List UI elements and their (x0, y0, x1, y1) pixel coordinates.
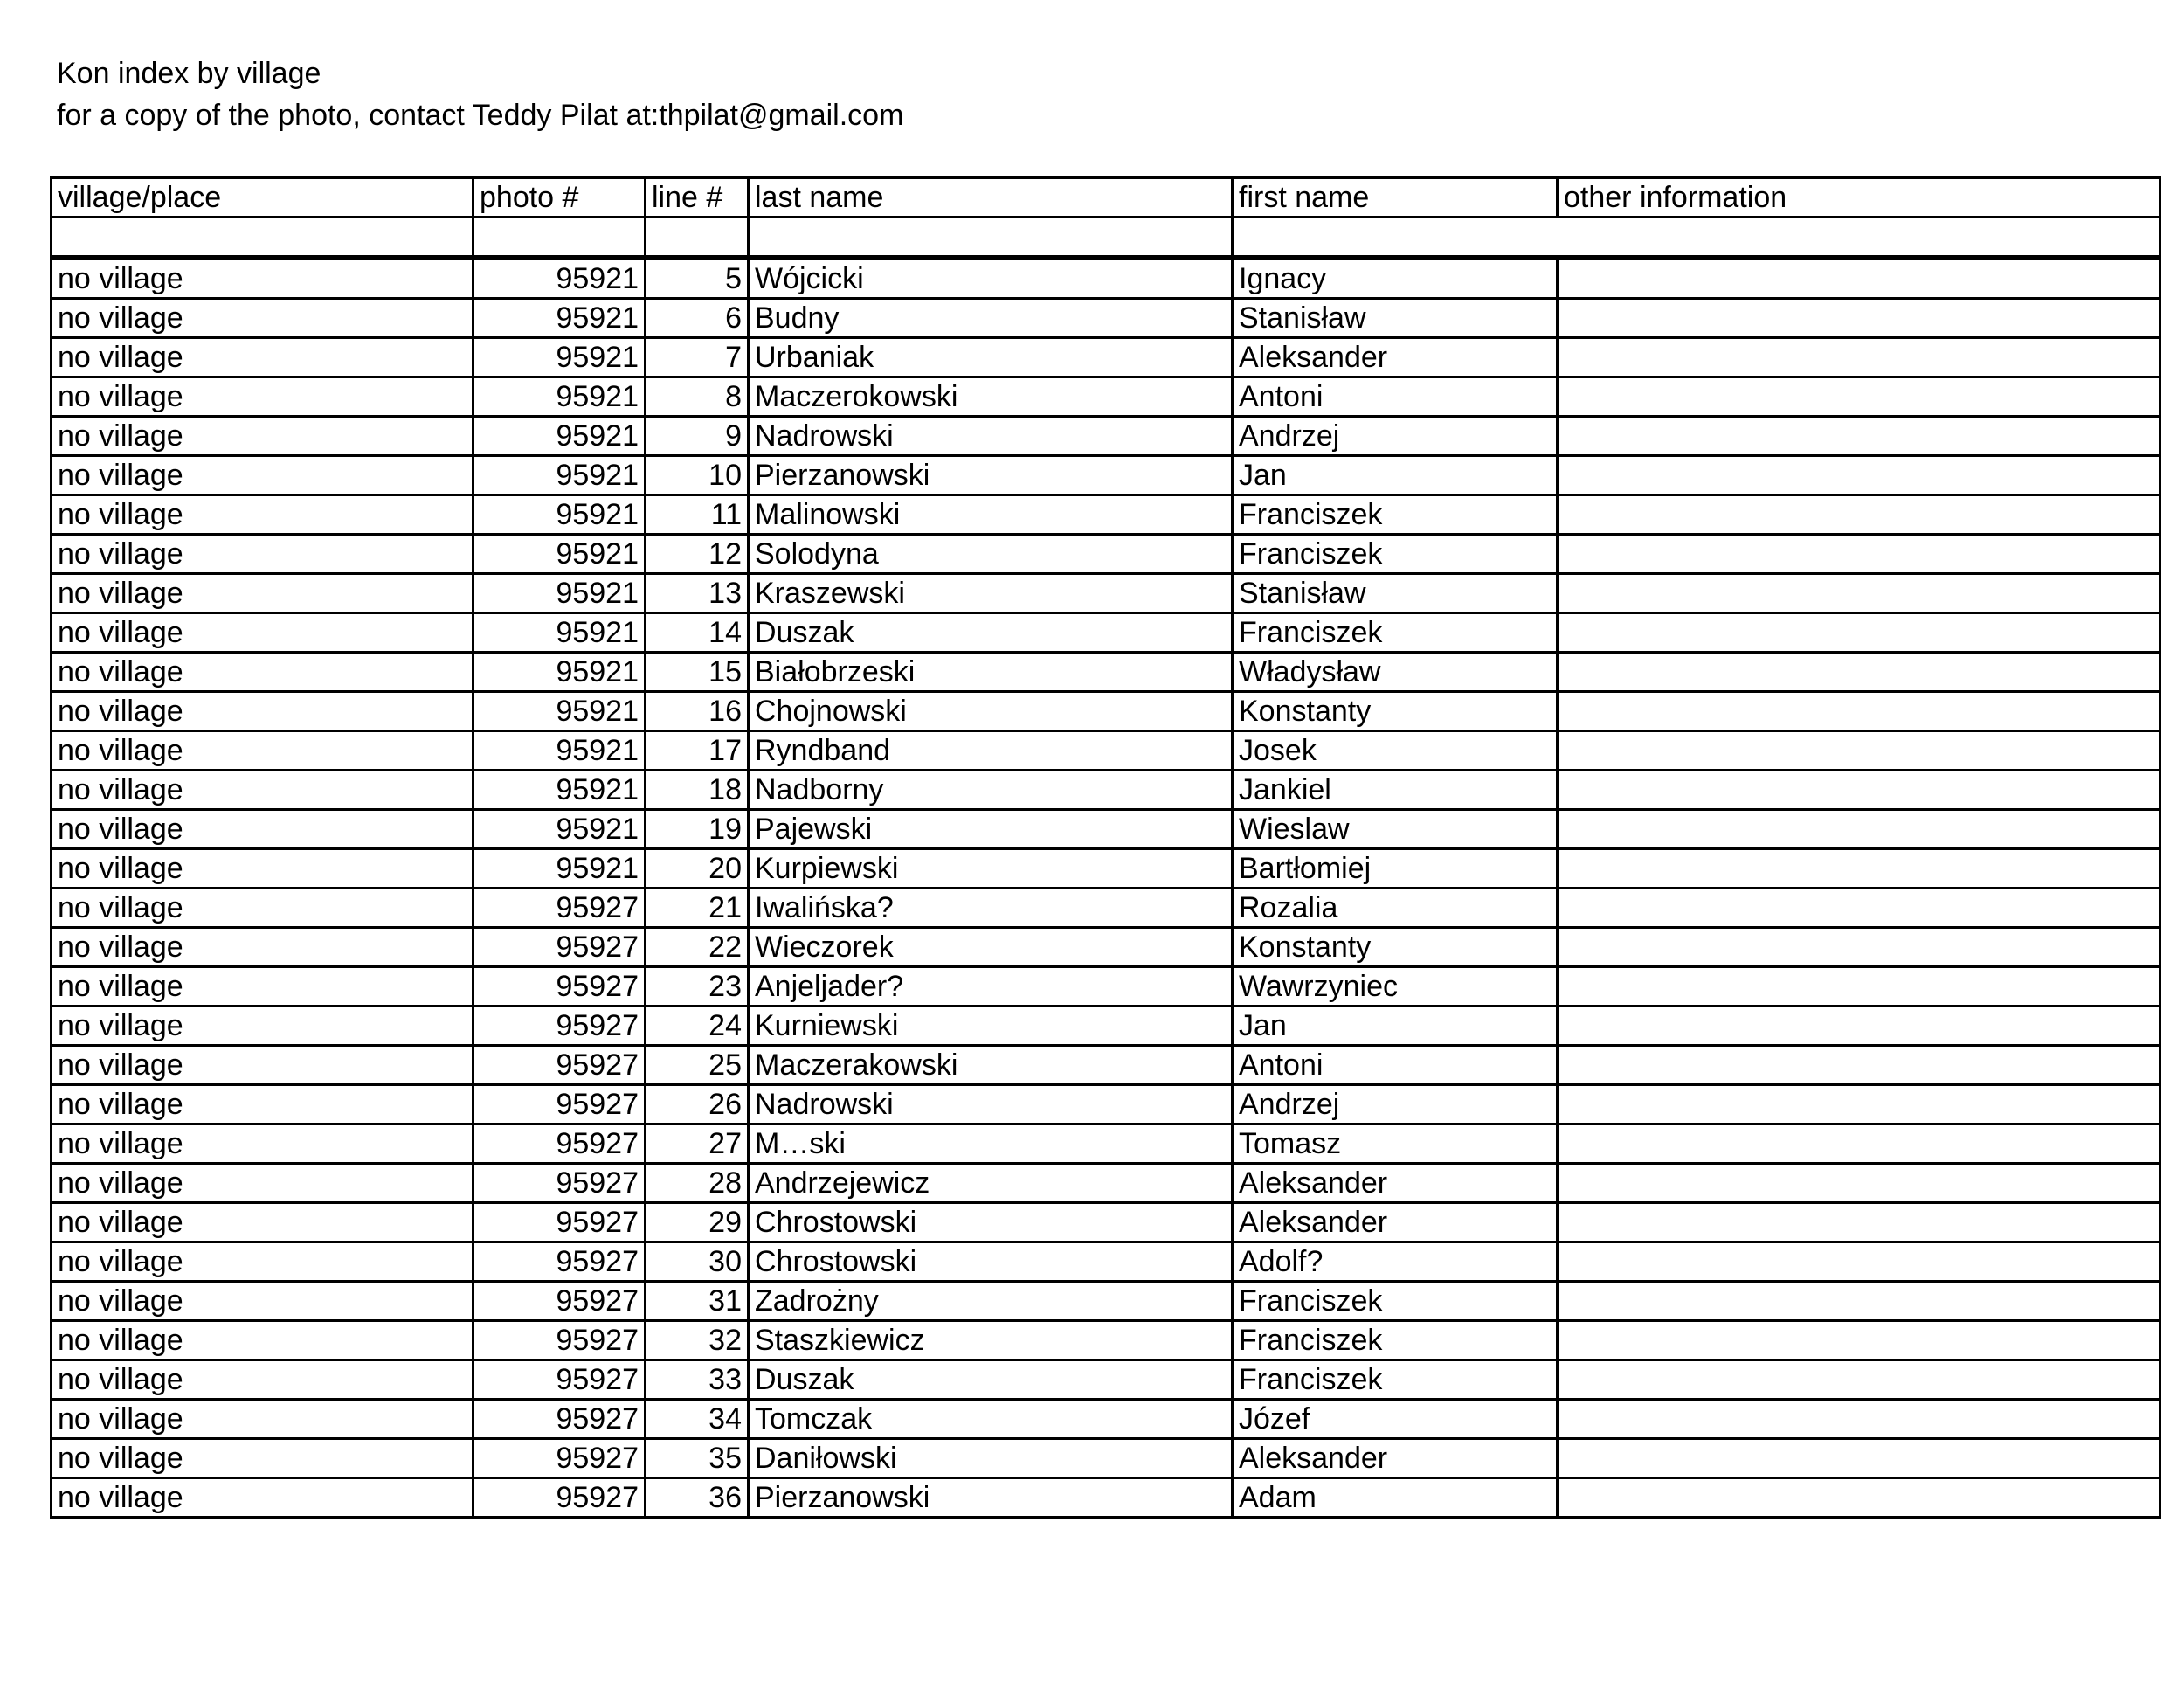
cell-other-information (1558, 889, 2160, 928)
column-header-first-name: first name (1233, 178, 1558, 218)
table-row (52, 417, 2160, 456)
cell-other-information (1558, 456, 2160, 495)
cell-first-name: Konstanty (1233, 692, 1558, 731)
table-row (52, 1085, 2160, 1124)
cell-village: no village (52, 1439, 473, 1478)
cell-photo-number: 95921 (473, 613, 646, 653)
cell-line-number: 5 (646, 259, 749, 299)
table-cell (1233, 218, 2160, 257)
cell-other-information (1558, 299, 2160, 338)
table-row (52, 967, 2160, 1007)
cell-line-number: 13 (646, 574, 749, 613)
document-title: Kon index by village (57, 57, 321, 90)
table-row (52, 1478, 2160, 1518)
cell-village: no village (52, 889, 473, 928)
cell-first-name: Wieslaw (1233, 810, 1558, 849)
cell-last-name: Białobrzeski (749, 653, 1233, 692)
cell-line-number: 34 (646, 1400, 749, 1439)
cell-other-information (1558, 771, 2160, 810)
cell-village: no village (52, 1282, 473, 1321)
cell-first-name: Wawrzyniec (1233, 967, 1558, 1007)
cell-last-name: Tomczak (749, 1400, 1233, 1439)
cell-village: no village (52, 928, 473, 967)
cell-line-number: 12 (646, 535, 749, 574)
column-header-village: village/place (52, 178, 473, 218)
table-row (52, 574, 2160, 613)
cell-last-name: Zadrożny (749, 1282, 1233, 1321)
cell-last-name: Ryndband (749, 731, 1233, 771)
cell-line-number: 24 (646, 1007, 749, 1046)
cell-other-information (1558, 1439, 2160, 1478)
cell-photo-number: 95927 (473, 1321, 646, 1360)
cell-other-information (1558, 731, 2160, 771)
cell-other-information (1558, 1321, 2160, 1360)
cell-village: no village (52, 299, 473, 338)
cell-last-name: Anjeljader? (749, 967, 1233, 1007)
cell-last-name: Kraszewski (749, 574, 1233, 613)
cell-photo-number: 95927 (473, 1124, 646, 1164)
cell-other-information (1558, 377, 2160, 417)
table-row (52, 535, 2160, 574)
cell-last-name: Budny (749, 299, 1233, 338)
cell-other-information (1558, 417, 2160, 456)
cell-line-number: 25 (646, 1046, 749, 1085)
contact-note: for a copy of the photo, contact Teddy Pilat at:thpilat@gmail.com (57, 99, 904, 132)
cell-first-name: Franciszek (1233, 613, 1558, 653)
table-cell (749, 218, 1233, 257)
table-row (52, 338, 2160, 377)
cell-last-name: Maczerokowski (749, 377, 1233, 417)
cell-line-number: 36 (646, 1478, 749, 1518)
table-row (52, 1360, 2160, 1400)
table-row (52, 1321, 2160, 1360)
table-row (52, 1124, 2160, 1164)
cell-village: no village (52, 771, 473, 810)
column-header-photo: photo # (473, 178, 646, 218)
cell-photo-number: 95921 (473, 377, 646, 417)
table-header-row (52, 178, 2160, 218)
cell-line-number: 31 (646, 1282, 749, 1321)
cell-line-number: 7 (646, 338, 749, 377)
cell-last-name: Duszak (749, 1360, 1233, 1400)
cell-first-name: Władysław (1233, 653, 1558, 692)
cell-photo-number: 95927 (473, 1439, 646, 1478)
cell-village: no village (52, 849, 473, 889)
cell-photo-number: 95927 (473, 1360, 646, 1400)
cell-line-number: 32 (646, 1321, 749, 1360)
cell-village: no village (52, 1360, 473, 1400)
cell-other-information (1558, 574, 2160, 613)
table-row (52, 1242, 2160, 1282)
cell-photo-number: 95927 (473, 1164, 646, 1203)
cell-first-name: Jan (1233, 1007, 1558, 1046)
cell-other-information (1558, 1478, 2160, 1518)
cell-last-name: Maczerakowski (749, 1046, 1233, 1085)
cell-village: no village (52, 653, 473, 692)
cell-line-number: 14 (646, 613, 749, 653)
cell-other-information (1558, 338, 2160, 377)
cell-first-name: Andrzej (1233, 1085, 1558, 1124)
cell-photo-number: 95921 (473, 653, 646, 692)
cell-village: no village (52, 495, 473, 535)
cell-first-name: Aleksander (1233, 1439, 1558, 1478)
cell-photo-number: 95921 (473, 495, 646, 535)
cell-last-name: Kurniewski (749, 1007, 1233, 1046)
cell-village: no village (52, 1164, 473, 1203)
cell-other-information (1558, 1164, 2160, 1203)
cell-other-information (1558, 495, 2160, 535)
blank-row (52, 218, 2160, 257)
cell-first-name: Bartłomiej (1233, 849, 1558, 889)
cell-line-number: 26 (646, 1085, 749, 1124)
column-header-last-name: last name (749, 178, 1233, 218)
cell-photo-number: 95927 (473, 1400, 646, 1439)
cell-village: no village (52, 967, 473, 1007)
column-header-other-information: other information (1558, 178, 2160, 218)
table-row (52, 1439, 2160, 1478)
cell-other-information (1558, 1282, 2160, 1321)
cell-first-name: Adolf? (1233, 1242, 1558, 1282)
cell-other-information (1558, 928, 2160, 967)
cell-photo-number: 95927 (473, 967, 646, 1007)
cell-first-name: Aleksander (1233, 1203, 1558, 1242)
cell-line-number: 9 (646, 417, 749, 456)
cell-other-information (1558, 849, 2160, 889)
cell-first-name: Adam (1233, 1478, 1558, 1518)
cell-village: no village (52, 1242, 473, 1282)
table-cell (473, 218, 646, 257)
cell-line-number: 10 (646, 456, 749, 495)
cell-other-information (1558, 1400, 2160, 1439)
table-cell (52, 218, 473, 257)
cell-line-number: 23 (646, 967, 749, 1007)
table-row (52, 1164, 2160, 1203)
cell-photo-number: 95927 (473, 928, 646, 967)
cell-first-name: Stanisław (1233, 299, 1558, 338)
cell-first-name: Rozalia (1233, 889, 1558, 928)
cell-other-information (1558, 692, 2160, 731)
cell-first-name: Tomasz (1233, 1124, 1558, 1164)
table-row (52, 495, 2160, 535)
table-body (52, 218, 2160, 1518)
cell-village: no village (52, 692, 473, 731)
cell-first-name: Jankiel (1233, 771, 1558, 810)
cell-last-name: Iwalińska? (749, 889, 1233, 928)
cell-village: no village (52, 338, 473, 377)
cell-line-number: 20 (646, 849, 749, 889)
cell-photo-number: 95927 (473, 1007, 646, 1046)
table-row (52, 653, 2160, 692)
cell-photo-number: 95927 (473, 1282, 646, 1321)
cell-line-number: 35 (646, 1439, 749, 1478)
kon-index-table (50, 176, 2161, 1519)
cell-line-number: 17 (646, 731, 749, 771)
cell-first-name: Franciszek (1233, 1321, 1558, 1360)
cell-village: no village (52, 456, 473, 495)
cell-last-name: Wójcicki (749, 259, 1233, 299)
cell-village: no village (52, 1007, 473, 1046)
cell-line-number: 19 (646, 810, 749, 849)
table-row (52, 1400, 2160, 1439)
cell-photo-number: 95927 (473, 1085, 646, 1124)
table-row (52, 849, 2160, 889)
table-row (52, 1007, 2160, 1046)
cell-photo-number: 95921 (473, 535, 646, 574)
table-row (52, 928, 2160, 967)
cell-photo-number: 95921 (473, 574, 646, 613)
cell-photo-number: 95921 (473, 692, 646, 731)
cell-photo-number: 95927 (473, 889, 646, 928)
cell-first-name: Antoni (1233, 377, 1558, 417)
cell-village: no village (52, 417, 473, 456)
cell-other-information (1558, 653, 2160, 692)
cell-last-name: Duszak (749, 613, 1233, 653)
cell-last-name: Solodyna (749, 535, 1233, 574)
cell-first-name: Franciszek (1233, 1282, 1558, 1321)
cell-other-information (1558, 1242, 2160, 1282)
cell-first-name: Franciszek (1233, 1360, 1558, 1400)
cell-line-number: 30 (646, 1242, 749, 1282)
cell-village: no village (52, 1321, 473, 1360)
cell-last-name: Staszkiewicz (749, 1321, 1233, 1360)
cell-village: no village (52, 1124, 473, 1164)
table-row (52, 613, 2160, 653)
cell-photo-number: 95921 (473, 810, 646, 849)
cell-line-number: 18 (646, 771, 749, 810)
cell-last-name: M…ski (749, 1124, 1233, 1164)
cell-other-information (1558, 535, 2160, 574)
cell-other-information (1558, 259, 2160, 299)
cell-village: no village (52, 535, 473, 574)
cell-line-number: 22 (646, 928, 749, 967)
cell-village: no village (52, 810, 473, 849)
cell-line-number: 11 (646, 495, 749, 535)
cell-first-name: Józef (1233, 1400, 1558, 1439)
table-row (52, 299, 2160, 338)
table-row (52, 731, 2160, 771)
cell-last-name: Nadrowski (749, 1085, 1233, 1124)
cell-first-name: Franciszek (1233, 535, 1558, 574)
cell-photo-number: 95921 (473, 338, 646, 377)
table-cell (646, 218, 749, 257)
cell-line-number: 29 (646, 1203, 749, 1242)
cell-village: no village (52, 259, 473, 299)
table-row (52, 259, 2160, 299)
cell-other-information (1558, 1360, 2160, 1400)
cell-last-name: Urbaniak (749, 338, 1233, 377)
cell-photo-number: 95927 (473, 1242, 646, 1282)
cell-village: no village (52, 574, 473, 613)
cell-last-name: Pierzanowski (749, 1478, 1233, 1518)
cell-village: no village (52, 1400, 473, 1439)
cell-last-name: Andrzejewicz (749, 1164, 1233, 1203)
cell-line-number: 21 (646, 889, 749, 928)
cell-first-name: Stanisław (1233, 574, 1558, 613)
cell-first-name: Franciszek (1233, 495, 1558, 535)
cell-line-number: 16 (646, 692, 749, 731)
cell-village: no village (52, 377, 473, 417)
cell-last-name: Daniłowski (749, 1439, 1233, 1478)
cell-other-information (1558, 967, 2160, 1007)
cell-other-information (1558, 1007, 2160, 1046)
table-row (52, 692, 2160, 731)
cell-village: no village (52, 731, 473, 771)
cell-village: no village (52, 1085, 473, 1124)
cell-last-name: Nadborny (749, 771, 1233, 810)
cell-last-name: Chrostowski (749, 1203, 1233, 1242)
table-row (52, 1282, 2160, 1321)
cell-village: no village (52, 1046, 473, 1085)
cell-first-name: Konstanty (1233, 928, 1558, 967)
cell-photo-number: 95921 (473, 849, 646, 889)
cell-last-name: Nadrowski (749, 417, 1233, 456)
cell-line-number: 33 (646, 1360, 749, 1400)
cell-photo-number: 95921 (473, 299, 646, 338)
cell-first-name: Aleksander (1233, 1164, 1558, 1203)
cell-last-name: Pierzanowski (749, 456, 1233, 495)
cell-first-name: Aleksander (1233, 338, 1558, 377)
cell-photo-number: 95921 (473, 259, 646, 299)
cell-village: no village (52, 1203, 473, 1242)
cell-photo-number: 95927 (473, 1046, 646, 1085)
table-row (52, 889, 2160, 928)
cell-photo-number: 95921 (473, 456, 646, 495)
cell-line-number: 28 (646, 1164, 749, 1203)
cell-other-information (1558, 1046, 2160, 1085)
table-row (52, 1203, 2160, 1242)
cell-photo-number: 95927 (473, 1478, 646, 1518)
cell-other-information (1558, 1203, 2160, 1242)
cell-last-name: Pajewski (749, 810, 1233, 849)
table-row (52, 771, 2160, 810)
cell-line-number: 15 (646, 653, 749, 692)
cell-village: no village (52, 1478, 473, 1518)
table-row (52, 810, 2160, 849)
cell-last-name: Kurpiewski (749, 849, 1233, 889)
cell-first-name: Andrzej (1233, 417, 1558, 456)
table-row (52, 1046, 2160, 1085)
cell-photo-number: 95921 (473, 731, 646, 771)
cell-line-number: 8 (646, 377, 749, 417)
table-row (52, 456, 2160, 495)
cell-last-name: Malinowski (749, 495, 1233, 535)
cell-village: no village (52, 613, 473, 653)
cell-first-name: Antoni (1233, 1046, 1558, 1085)
cell-other-information (1558, 1124, 2160, 1164)
cell-other-information (1558, 1085, 2160, 1124)
cell-first-name: Ignacy (1233, 259, 1558, 299)
cell-other-information (1558, 810, 2160, 849)
table-row (52, 377, 2160, 417)
cell-photo-number: 95927 (473, 1203, 646, 1242)
cell-photo-number: 95921 (473, 417, 646, 456)
cell-last-name: Wieczorek (749, 928, 1233, 967)
cell-line-number: 6 (646, 299, 749, 338)
cell-first-name: Jan (1233, 456, 1558, 495)
cell-line-number: 27 (646, 1124, 749, 1164)
cell-photo-number: 95921 (473, 771, 646, 810)
cell-last-name: Chojnowski (749, 692, 1233, 731)
cell-last-name: Chrostowski (749, 1242, 1233, 1282)
column-header-line: line # (646, 178, 749, 218)
cell-first-name: Josek (1233, 731, 1558, 771)
cell-other-information (1558, 613, 2160, 653)
